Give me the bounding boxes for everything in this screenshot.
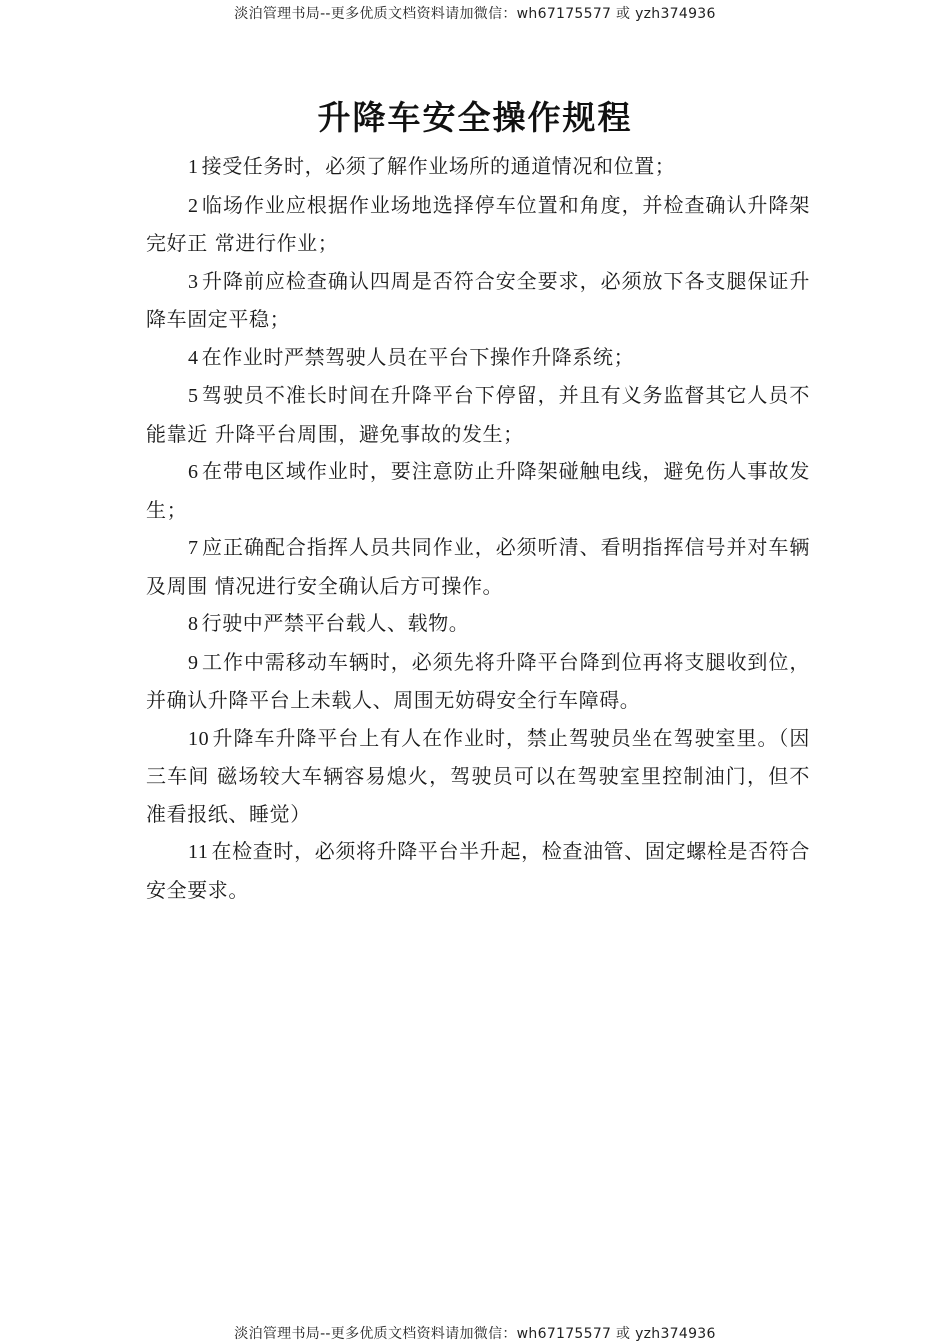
- rule-text: 临场作业应根据作业场地选择停车位置和角度，并检查确认升降架完好正 常进行作业；: [146, 192, 810, 255]
- document-title: 升降车安全操作规程: [317, 98, 633, 137]
- rule-paragraph: [146, 605, 810, 644]
- rule-text: 接受任务时，必须了解作业场所的通道情况和位置；: [201, 154, 676, 178]
- rule-paragraph: [146, 644, 810, 720]
- rule-paragraph: [146, 148, 810, 187]
- rule-number: 8: [188, 613, 199, 635]
- rule-text: 工作中需移动车辆时，必须先将升降平台降到位再将支腿收到位，并确认升降平台上未载人、周围无妨碍安全行车障碍。: [146, 649, 810, 712]
- rule-number: 7: [188, 537, 199, 559]
- rule-number: 11: [188, 841, 209, 863]
- rule-number: 2: [188, 194, 199, 217]
- rule-paragraph: [146, 187, 810, 263]
- rule-paragraph: [146, 720, 810, 834]
- rule-number: 3: [188, 270, 199, 293]
- rule-text: 驾驶员不准长时间在升降平台下停留，并且有义务监督其它人员不能靠近 升降平台周围，避免事故的发生；: [146, 383, 810, 446]
- rule-text: 在作业时严禁驾驶人员在平台下操作升降系统；: [201, 344, 635, 369]
- rule-number: 9: [188, 651, 199, 674]
- rule-number: 1: [188, 156, 199, 178]
- rule-text: 升降前应检查确认四周是否符合安全要求，必须放下各支腿保证升降车固定平稳；: [146, 268, 810, 331]
- rule-paragraph: [146, 529, 810, 605]
- rule-paragraph: [146, 263, 810, 339]
- rule-paragraph: [146, 339, 810, 378]
- rule-text: 行驶中严禁平台载人、载物。: [201, 611, 470, 635]
- rule-paragraph: [146, 453, 810, 529]
- rule-paragraph: [146, 833, 810, 909]
- page-header-note: 淡泊管理书局--更多优质文档资料请加微信：wh67175577 或 yzh374936: [234, 6, 716, 22]
- rule-text: 升降车升降平台上有人在作业时，禁止驾驶员坐在驾驶室里。（因三车间 磁场较大车辆容易熄火，驾驶员可以在驾驶室里控制油门，但不准看报纸、睡觉）: [146, 725, 810, 826]
- rule-number: 10: [188, 727, 210, 750]
- rule-text: 应正确配合指挥人员共同作业，必须听清、看明指挥信号并对车辆及周围 情况进行安全确认后方可操作。: [146, 535, 810, 598]
- rule-number: 4: [188, 346, 199, 369]
- page-footer-note: 淡泊管理书局--更多优质文档资料请加微信：wh67175577 或 yzh374936: [234, 1326, 716, 1342]
- rule-number: 5: [188, 385, 199, 407]
- rule-number: 6: [188, 461, 199, 483]
- rule-paragraph: [146, 377, 810, 453]
- rule-text: 在检查时，必须将升降平台半升起，检查油管、固定螺栓是否符合安全要求。: [146, 839, 810, 902]
- rule-text: 在带电区域作业时，要注意防止升降架碰触电线，避免伤人事故发生；: [146, 459, 810, 522]
- document-body: [146, 148, 810, 909]
